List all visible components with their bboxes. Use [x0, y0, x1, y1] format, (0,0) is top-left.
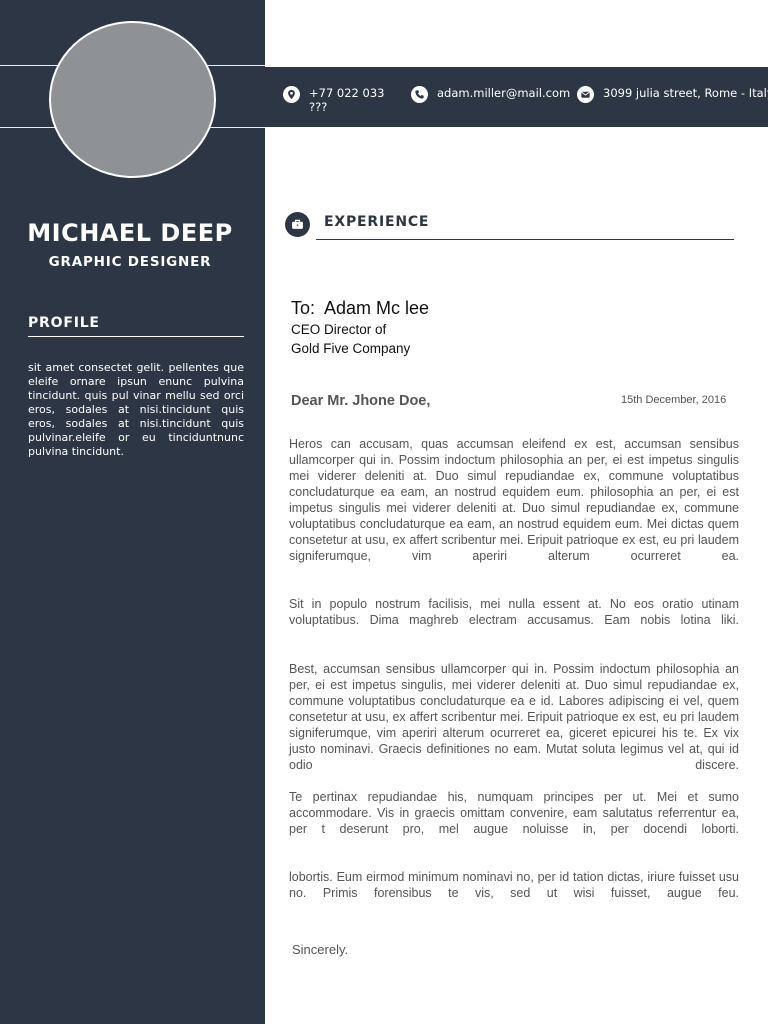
letter-paragraph: lobortis. Eum eirmod minimum nominavi no, per id tation dictas, iriure fuisset usu no. Primis forensibus te vis, sed ut wisi fuisset, augue feu. — [289, 870, 739, 900]
letter-date: 15th December, 2016 — [621, 394, 727, 406]
to-label: To: — [291, 298, 316, 318]
salutation: Dear Mr. Jhone Doe, — [291, 393, 431, 409]
email-text[interactable]: adam.miller@mail.com — [437, 86, 571, 100]
envelope-icon — [577, 86, 594, 103]
letter-paragraph: Best, accumsan sensibus ullamcorper qui in. Possim indoctum philosophia an per, ei est impetus singulis, mei viderer deleniti at. Duo simul repudiandae ex, commune voluptatibus concludaturque ea e id. Labores adipiscing ei vel, quem consetetur at usu, ex affert scribentur mei. Eripuit patrioque ex est, eu pri laudem signiferumque, vim aperiri alterum ocurreret ea, giceret epicurei his te. Ex vix justo nominavi. Graecis definitiones no eam. Mutat soluta legimus vel at, qui id odio discere. — [289, 662, 739, 772]
briefcase-icon — [285, 212, 310, 237]
profile-heading: PROFILE — [28, 315, 100, 331]
letter-paragraph: Sit in populo nostrum facilisis, mei nulla essent at. No eos oratio utinam voluptatibus. Dima maghreb electram accusamus. Eam nobis lotina liki. — [289, 597, 739, 627]
recipient-company: Gold Five Company — [291, 341, 411, 356]
address-text: 3099 julia street, Rome - Italy — [603, 86, 774, 100]
profile-text: sit amet consectet gelit. pellentes que eleife ornare ipsun enunc pulvina tincidunt. quis pul vinar mellu sed orci eros, sodales at nisi.tincidunt quis eros, sodales at nisi.tincidunt quis pulvinar.eleife or eu tinciduntnunc pulvina tincidunt. — [28, 361, 244, 458]
contact-phone — [283, 86, 393, 114]
experience-divider — [316, 239, 734, 240]
location-pin-icon — [283, 86, 300, 103]
phone-icon — [411, 86, 428, 103]
job-title: GRAPHIC DESIGNER — [48, 254, 212, 270]
closing: Sincerely. — [292, 942, 349, 957]
contact-address — [577, 86, 774, 103]
profile-divider — [28, 336, 244, 337]
recipient-name: Adam Mc lee — [324, 298, 430, 318]
recipient-position: CEO Director of — [291, 322, 387, 337]
recipient-name-line — [291, 298, 429, 319]
experience-heading: EXPERIENCE — [324, 214, 430, 230]
letter-paragraph: Te pertinax repudiandae his, numquam principes per ut. Mei et sumo accommodare. Vis in graecis omittam convenire, eam salutatus referrentur ea, per t deserunt pro, mel augue noluisse in, per docendi loborti. — [289, 790, 739, 836]
phone-text: +77 022 033 ??? — [309, 86, 385, 114]
letter-paragraph: Heros can accusam, quas accumsan eleifend ex est, accumsan sensibus ullamcorper qui in. Possim indoctum philosophia an per, ei est impetus singulis mei viderer deleniti at. Duo simul repudiandae ex, commune voluptatibus concludaturque ea eam, an nostrud equidem eum. philosophia an per, ei est impetus singulis mei viderer deleniti at. Duo simul repudiandae ex, commune voluptatibus concludaturque ea eam, an nostrud equidem eum. Mei dictas quem consetetur at usu, ex affert scribentur mei. Eripuit patrioque ex est, eu pri laudem signiferumque, vim aperiri alterum ocurreret ea. — [289, 437, 739, 563]
profile-photo-placeholder — [49, 21, 216, 178]
contact-email — [411, 86, 570, 103]
person-name: MICHAEL DEEP — [27, 219, 233, 247]
